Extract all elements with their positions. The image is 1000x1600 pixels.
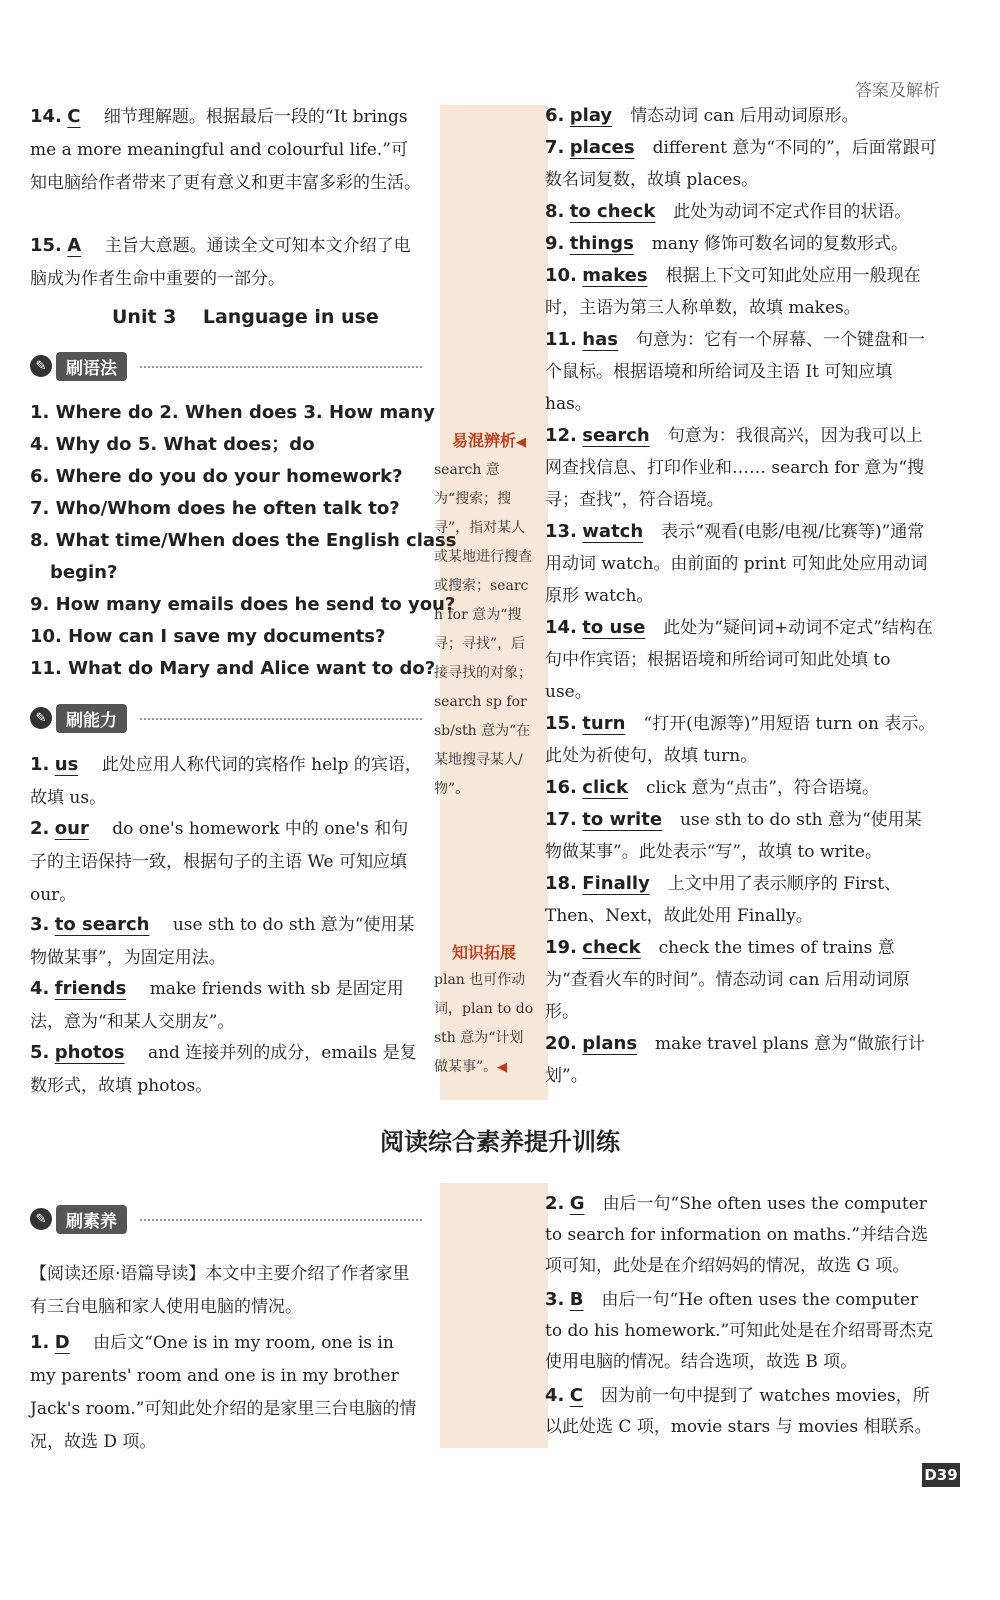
answer-item bbox=[545, 868, 937, 932]
item-explanation: 因为前一句中提到了 watches movies，所以此处选 C 项，movie stars 与 movies 相联系。 bbox=[545, 1386, 932, 1437]
item-number: 7. bbox=[545, 137, 565, 158]
item-explanation: 句意为：我很高兴，因为我可以上网查找信息、打印作业和…… search for 意为“搜寻；查找”，符合语境。 bbox=[545, 426, 925, 510]
answer-item bbox=[545, 1028, 937, 1092]
answer-item bbox=[545, 260, 937, 324]
item-number: 12. bbox=[545, 425, 577, 446]
answer-item bbox=[30, 229, 422, 296]
item-answer: has bbox=[582, 329, 618, 350]
item-answer: our bbox=[54, 818, 89, 839]
answer-item bbox=[30, 908, 422, 975]
item-answer: things bbox=[569, 233, 634, 254]
item-answer: B bbox=[569, 1289, 584, 1310]
item-number: 13. bbox=[545, 521, 577, 542]
item-answer: G bbox=[569, 1193, 585, 1214]
unit-title: Unit 3 Language in use bbox=[112, 306, 379, 328]
item-number: 2. bbox=[545, 1193, 565, 1214]
answer-item bbox=[545, 708, 937, 772]
answer-item bbox=[545, 196, 937, 228]
item-answer: us bbox=[54, 754, 79, 775]
section-title: 阅读综合素养提升训练 bbox=[380, 1128, 620, 1156]
knowledge-note-heading: 知识拓展 bbox=[452, 943, 517, 962]
item-explanation: 情态动词 can 后用动词原形。 bbox=[630, 106, 859, 126]
pen-icon: ✎ bbox=[30, 1208, 52, 1230]
item-answer: to check bbox=[569, 201, 656, 222]
item-answer: turn bbox=[582, 713, 626, 734]
answer-item bbox=[30, 972, 422, 1039]
item-explanation: do one's homework 中的 one's 和句子的主语保持一致，根据句子的主语 We 可知应填 our。 bbox=[30, 819, 409, 905]
item-explanation: 由后一句“She often uses the computer to search for information on maths.”并结合选项可知，此处是在介绍妈妈的情况，故选 G 项。 bbox=[545, 1194, 929, 1276]
item-number: 10. bbox=[545, 265, 577, 286]
item-explanation: 由后一句“He often uses the computer to do his homework.”可知此处是在介绍哥哥杰克使用电脑的情况。结合选项，故选 B 项。 bbox=[545, 1290, 934, 1372]
note-text: plan 也可作动词，plan to do sth 意为“计划做某事”。 bbox=[434, 972, 534, 1075]
item-explanation: 此处为“疑问词+动词不定式”结构在句中作宾语；根据语境和所给词可知此处填 to use。 bbox=[545, 618, 933, 702]
page-number: D39 bbox=[922, 1463, 960, 1487]
item-explanation: 由后文“One is in my room, one is in my parents' room and one is in my brother Jack's room.”可知此处介绍的是家里三台电脑的情况，故选 D 项。 bbox=[30, 1333, 417, 1452]
item-answer: watch bbox=[582, 521, 644, 542]
answer-item bbox=[545, 228, 937, 260]
item-answer: check bbox=[582, 937, 641, 958]
item-explanation: use sth to do sth 意为“使用某物做某事”，为固定用法。 bbox=[30, 915, 415, 968]
item-number: 5. bbox=[30, 1042, 50, 1063]
arrow-left-icon: ◀ bbox=[516, 435, 527, 450]
answer-item bbox=[545, 1188, 937, 1282]
grammar-line: 11. What do Mary and Alice want to do? bbox=[30, 658, 436, 679]
ability-tag bbox=[30, 702, 127, 734]
item-answer: play bbox=[569, 105, 613, 126]
item-explanation: “打开(电源等)”用短语 turn on 表示。此处为祈使句，故填 turn。 bbox=[545, 714, 936, 766]
item-number: 17. bbox=[545, 809, 577, 830]
knowledge-note-text bbox=[434, 966, 534, 1082]
item-number: 1. bbox=[30, 1332, 50, 1353]
grammar-line: begin? bbox=[50, 562, 118, 583]
divider bbox=[140, 718, 422, 720]
tag-label: 刷素养 bbox=[56, 1205, 127, 1234]
item-number: 4. bbox=[545, 1385, 565, 1406]
answer-item bbox=[545, 1284, 937, 1378]
answer-item bbox=[30, 748, 422, 815]
item-explanation: make travel plans 意为“做旅行计划”。 bbox=[545, 1034, 925, 1086]
item-number: 16. bbox=[545, 777, 577, 798]
item-answer: places bbox=[569, 137, 635, 158]
item-answer: photos bbox=[54, 1042, 125, 1063]
item-explanation: click 意为“点击”，符合语境。 bbox=[645, 778, 879, 798]
item-answer: C bbox=[67, 106, 81, 127]
item-explanation: 上文中用了表示顺序的 First、Then、Next，故此处用 Finally。 bbox=[545, 874, 902, 926]
item-answer: to use bbox=[582, 617, 646, 638]
item-explanation: different 意为“不同的”，后面常跟可数名词复数，故填 places。 bbox=[545, 138, 937, 190]
item-number: 19. bbox=[545, 937, 577, 958]
item-number: 18. bbox=[545, 873, 577, 894]
item-explanation: 此处应用人称代词的宾格作 help 的宾语，故填 us。 bbox=[30, 755, 422, 808]
item-answer: makes bbox=[582, 265, 648, 286]
answer-item bbox=[30, 100, 422, 200]
divider bbox=[140, 366, 422, 368]
arrow-left-icon: ◀ bbox=[497, 1060, 508, 1075]
divider bbox=[140, 1219, 422, 1221]
answer-item bbox=[545, 516, 937, 612]
answer-item bbox=[545, 420, 937, 516]
page-header-title: 答案及解析 bbox=[855, 81, 940, 101]
item-number: 20. bbox=[545, 1033, 577, 1054]
item-explanation: 细节理解题。根据最后一段的“It brings me a more meaningful and colourful life.”可知电脑给作者带来了更有意义和更丰富多彩的生活。 bbox=[30, 107, 421, 193]
item-number: 14. bbox=[30, 106, 62, 127]
item-number: 9. bbox=[545, 233, 565, 254]
grammar-line: 8. What time/When does the English class bbox=[30, 530, 457, 551]
item-explanation: 表示“观看(电影/电视/比赛等)”通常用动词 watch。由前面的 print 可知此处应用动词原形 watch。 bbox=[545, 522, 928, 606]
answer-list bbox=[545, 100, 937, 1092]
item-number: 3. bbox=[545, 1289, 565, 1310]
item-explanation: check the times of trains 意为“查看火车的时间”。情态动词 can 后用动词原形。 bbox=[545, 938, 910, 1022]
item-answer: Finally bbox=[582, 873, 650, 894]
item-number: 4. bbox=[30, 978, 50, 999]
item-number: 15. bbox=[30, 235, 62, 256]
item-number: 14. bbox=[545, 617, 577, 638]
grammar-line: 4. Why do 5. What does；do bbox=[30, 434, 315, 455]
item-number: 6. bbox=[545, 105, 565, 126]
reading-right-column bbox=[545, 1188, 937, 1443]
item-answer: to search bbox=[54, 914, 150, 935]
answer-item bbox=[30, 812, 422, 912]
item-answer: C bbox=[569, 1385, 583, 1406]
item-answer: A bbox=[67, 235, 82, 256]
answer-item bbox=[545, 932, 937, 1028]
item-number: 8. bbox=[545, 201, 565, 222]
item-explanation: use sth to do sth 意为“使用某物做某事”。此处表示“写”，故填 to write。 bbox=[545, 810, 922, 862]
confusion-note-heading bbox=[452, 428, 526, 451]
pen-icon: ✎ bbox=[30, 355, 52, 377]
grammar-line: 6. Where do you do your homework? bbox=[30, 466, 403, 487]
right-answer-column bbox=[545, 100, 937, 1092]
literacy-tag bbox=[30, 1203, 127, 1235]
item-explanation: many 修饰可数名词的复数形式。 bbox=[651, 234, 909, 254]
item-answer: search bbox=[582, 425, 650, 446]
tag-label: 刷语法 bbox=[56, 352, 127, 381]
answer-item bbox=[30, 1326, 422, 1459]
pen-icon: ✎ bbox=[30, 707, 52, 729]
answer-item bbox=[545, 324, 937, 420]
item-answer: D bbox=[54, 1332, 70, 1353]
answer-item bbox=[545, 100, 937, 132]
answer-item bbox=[545, 772, 937, 804]
item-answer: to write bbox=[582, 809, 663, 830]
reading-intro: 【阅读还原·语篇导读】本文中主要介绍了作者家里有三台电脑和家人使用电脑的情况。 bbox=[30, 1264, 410, 1317]
item-explanation: and 连接并列的成分，emails 是复数形式，故填 photos。 bbox=[30, 1043, 417, 1096]
item-number: 1. bbox=[30, 754, 50, 775]
item-answer: friends bbox=[54, 978, 127, 999]
grammar-line: 1. Where do 2. When does 3. How many bbox=[30, 402, 435, 423]
item-number: 11. bbox=[545, 329, 577, 350]
grammar-line: 7. Who/Whom does he often talk to? bbox=[30, 498, 400, 519]
item-explanation: make friends with sb 是固定用法，意为“和某人交朋友”。 bbox=[30, 979, 404, 1032]
grammar-tag bbox=[30, 350, 127, 382]
answer-item bbox=[545, 132, 937, 196]
answer-item bbox=[545, 1380, 937, 1443]
item-answer: plans bbox=[582, 1033, 638, 1054]
item-explanation: 此处为动词不定式作目的状语。 bbox=[673, 202, 912, 222]
item-answer: click bbox=[582, 777, 628, 798]
item-explanation: 主旨大意题。通读全文可知本文介绍了电脑成为作者生命中重要的一部分。 bbox=[30, 236, 411, 289]
item-number: 2. bbox=[30, 818, 50, 839]
item-explanation: 句意为：它有一个屏幕、一个键盘和一个鼠标。根据语境和所给词及主语 It 可知应填 has。 bbox=[545, 330, 925, 414]
tag-label: 刷能力 bbox=[56, 704, 127, 733]
answer-item bbox=[545, 612, 937, 708]
confusion-note-text: search 意为“搜索；搜寻”，指对某人或某地进行搜查或搜索；search for 意为“搜寻；寻找”，后接寻找的对象；search sp for sb/sth 意为“在某地搜寻某人/物”。 bbox=[434, 462, 532, 797]
item-number: 15. bbox=[545, 713, 577, 734]
item-explanation: 根据上下文可知此处应用一般现在时，主语为第三人称单数，故填 makes。 bbox=[545, 266, 921, 318]
side-note-strip bbox=[440, 1183, 548, 1448]
note-heading-text: 易混辨析 bbox=[452, 431, 517, 450]
item-number: 3. bbox=[30, 914, 50, 935]
answer-item bbox=[30, 1036, 422, 1103]
answer-item bbox=[545, 804, 937, 868]
grammar-line: 9. How many emails does he send to you? bbox=[30, 594, 456, 615]
grammar-line: 10. How can I save my documents? bbox=[30, 626, 386, 647]
